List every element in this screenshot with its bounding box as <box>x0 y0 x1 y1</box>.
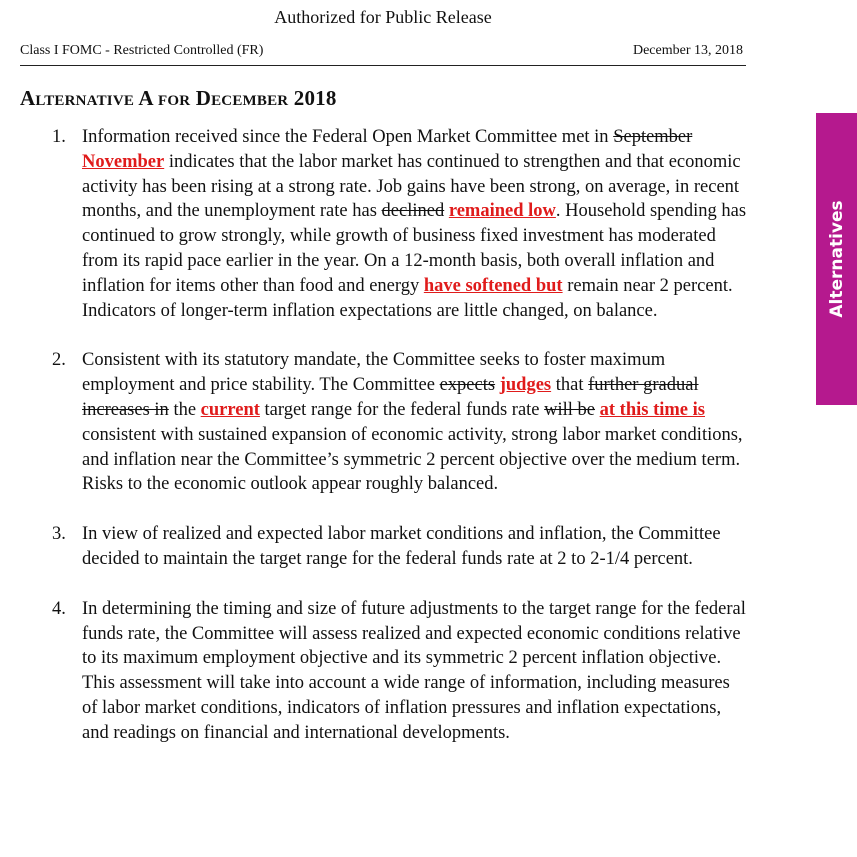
paragraph-text <box>82 524 721 569</box>
release-banner: Authorized for Public Release <box>274 7 492 27</box>
classification-label: Class I FOMC - Restricted Controlled (FR) <box>20 43 264 58</box>
deleted-text: September <box>613 127 693 147</box>
paragraph-text <box>82 350 743 494</box>
side-tab-label: Alternatives <box>826 200 847 318</box>
text-segment: that <box>551 375 589 396</box>
alternatives-side-tab[interactable] <box>816 113 857 405</box>
text-segment: Information received since the Federal Open Market Committee met in <box>82 127 614 147</box>
paragraph-4 <box>0 597 747 746</box>
statement-paragraphs <box>0 125 760 771</box>
paragraph-2 <box>0 348 747 497</box>
inserted-text: remained low <box>448 201 556 222</box>
deleted-text: declined <box>381 201 445 222</box>
paragraph-number: 3. <box>52 524 66 545</box>
text-segment: consistent with sustained expansion of economic activity, strong labor market conditions, and inflation near the Committee’s symmetric 2 percent objective over the medium term. Risks to the economic outlook appear roughly balanced. <box>82 424 743 495</box>
inserted-text: November <box>82 151 165 172</box>
paragraph-number: 4. <box>52 598 66 619</box>
inserted-text: have softened but <box>423 275 563 296</box>
text-segment: remain near 2 percent. Indicators of longer-term inflation expectations are little changed, on balance. <box>82 275 733 321</box>
document-date: December 13, 2018 <box>632 43 743 58</box>
text-segment: Consistent with its statutory mandate, the Committee seeks to foster maximum employment and price stability. The Committee <box>82 350 666 396</box>
text-segment: target range for the federal funds rate <box>259 399 545 420</box>
inserted-text: current <box>200 399 260 420</box>
paragraph-text <box>82 599 746 743</box>
inserted-text: judges <box>499 375 552 396</box>
paragraph-text <box>82 127 746 321</box>
text-segment: . Household spending has continued to grow strongly, while growth of business fixed investment has moderated from its rapid pace earlier in the year. On a 12-month basis, both overall inflation and inflation for items other than food and energy <box>82 201 747 296</box>
text-segment: In determining the timing and size of future adjustments to the target range for the federal funds rate, the Committee will assess realized and expected economic conditions relative to its maximum employment objective and its symmetric 2 percent inflation objective. This assessment will take into account a wide range of information, including measures of labor market conditions, indicators of inflation pressures and inflation expectations, and readings on financial and international developments. <box>82 598 746 743</box>
text-segment: In view of realized and expected labor market conditions and inflation, the Committee decided to maintain the target range for the federal funds rate at 2 to 2-1/4 percent. <box>82 524 721 569</box>
page-title: Alternative A for December 2018 <box>20 86 337 110</box>
paragraph-number: 1. <box>52 127 66 147</box>
text-segment: indicates that the labor market has continued to strengthen and that economic activity has been rising at a strong rate. Job gains have been strong, on average, in recent months, and the unemployment rate has <box>82 151 741 222</box>
deleted-text: expects <box>439 375 496 396</box>
deleted-text: further gradual increases in <box>82 375 699 420</box>
deleted-text: will be <box>544 399 596 420</box>
text-segment: the <box>168 399 201 420</box>
paragraph-number: 2. <box>52 350 66 371</box>
paragraph-1 <box>0 125 747 323</box>
paragraph-3 <box>0 522 747 572</box>
inserted-text: at this time is <box>599 399 705 420</box>
document-header <box>20 43 746 66</box>
